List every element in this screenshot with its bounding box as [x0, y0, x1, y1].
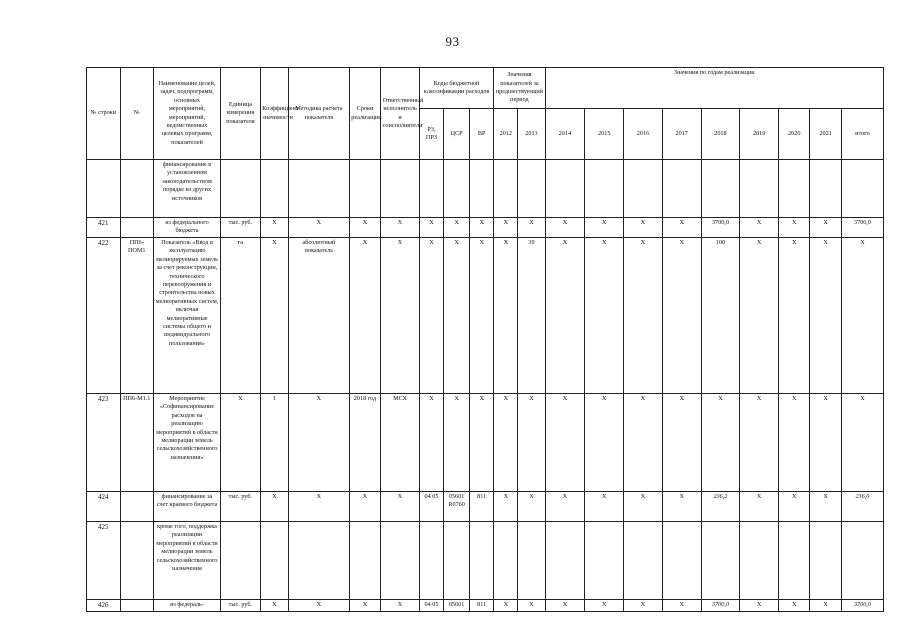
row-vr [470, 160, 494, 218]
row-coef: X [260, 218, 288, 238]
header-years: Значения по годам реализации [545, 68, 883, 109]
row-coef [260, 160, 288, 218]
row-y2014: X [545, 238, 585, 394]
row-csr [443, 160, 469, 218]
row-y2020: X [779, 600, 810, 612]
row-csr: 05601 R0760 [443, 492, 469, 522]
row-number: 424 [87, 492, 121, 522]
row-y2016 [624, 522, 663, 600]
row-name: финансирование в установленном законодательством порядке из других источников [154, 160, 221, 218]
row-total: 3700,0 [841, 600, 883, 612]
row-rz: X [419, 238, 443, 394]
row-method: X [289, 492, 350, 522]
row-number: 425 [87, 522, 121, 600]
row-y2013: X [518, 492, 545, 522]
row-y2018 [701, 522, 740, 600]
row-y2021: X [810, 600, 841, 612]
row-y2021: X [810, 218, 841, 238]
row-y2015: X [585, 600, 624, 612]
row-method: абсолютный показатель [289, 238, 350, 394]
row-rz: 04 05 [419, 492, 443, 522]
header-year-2015: 2015 [585, 109, 624, 160]
row-y2016: X [624, 394, 663, 492]
row-y2019 [740, 160, 779, 218]
row-name: из федерального бюджета [154, 218, 221, 238]
row-total [841, 160, 883, 218]
header-year-2017: 2017 [662, 109, 701, 160]
row-unit [221, 522, 261, 600]
row-csr: X [443, 218, 469, 238]
row-y2020: X [779, 218, 810, 238]
row-unit: тыс. руб. [221, 492, 261, 522]
header-number: № [120, 68, 154, 160]
row-unit: га [221, 238, 261, 394]
header-vr: ВР [470, 109, 494, 160]
header-row-number: № строки [87, 68, 121, 160]
row-terms: X [349, 238, 380, 394]
row-rz [419, 522, 443, 600]
table-row [87, 394, 884, 492]
row-y2016 [624, 160, 663, 218]
row-unit: X [221, 394, 261, 492]
header-coefficient: Коэффициент значимости [260, 68, 288, 160]
row-y2014: X [545, 218, 585, 238]
row-csr [443, 522, 469, 600]
row-terms: X [349, 492, 380, 522]
header-year-2012: 2012 [494, 109, 518, 160]
header-previous-period: Значения показателей за предшествующий период [494, 68, 545, 109]
row-total: 236,0 [841, 492, 883, 522]
header-rz: РЗ, ПРЗ [419, 109, 443, 160]
header-year-2019: 2019 [740, 109, 779, 160]
row-y2015: X [585, 394, 624, 492]
row-rz: X [419, 394, 443, 492]
row-name: финансирование за счет краевого бюджета [154, 492, 221, 522]
header-year-2018: 2018 [701, 109, 740, 160]
row-vr: 811 [470, 492, 494, 522]
row-y2021 [810, 522, 841, 600]
table-row [87, 238, 884, 394]
row-y2021: X [810, 238, 841, 394]
row-method: X [289, 218, 350, 238]
row-resp: МСХ [381, 394, 420, 492]
header-year-2016: 2016 [624, 109, 663, 160]
row-terms: X [349, 600, 380, 612]
header-year-2014: 2014 [545, 109, 585, 160]
row-number: 423 [87, 394, 121, 492]
row-y2017 [662, 160, 701, 218]
row-y2021: X [810, 394, 841, 492]
row-method [289, 522, 350, 600]
row-y2015 [585, 160, 624, 218]
header-name: Наименование целей, задач, подпрограмм, основных мероприятий, мероприятий, ведомственных целевых программ, показателей [154, 68, 221, 160]
row-resp [381, 160, 420, 218]
row-method [289, 160, 350, 218]
row-coef: X [260, 492, 288, 522]
table-row [87, 160, 884, 218]
row-total: X [841, 394, 883, 492]
header-total: итого [841, 109, 883, 160]
row-y2017: X [662, 218, 701, 238]
header-year-2021: 2021 [810, 109, 841, 160]
row-y2012: X [494, 394, 518, 492]
row-code: ПП6-М1.1 [120, 394, 154, 492]
row-resp: X [381, 600, 420, 612]
row-y2018: 100 [701, 238, 740, 394]
row-y2015: X [585, 492, 624, 522]
row-y2018: X [701, 394, 740, 492]
row-csr: X [443, 238, 469, 394]
row-resp [381, 522, 420, 600]
row-rz: X [419, 218, 443, 238]
row-method: X [289, 600, 350, 612]
row-code [120, 600, 154, 612]
row-total [841, 522, 883, 600]
row-y2014: X [545, 600, 585, 612]
row-y2012 [494, 160, 518, 218]
row-terms [349, 522, 380, 600]
row-code [120, 522, 154, 600]
row-number: 422 [87, 238, 121, 394]
row-coef: X [260, 238, 288, 394]
row-unit: тыс. руб. [221, 600, 261, 612]
row-y2020 [779, 160, 810, 218]
row-unit [221, 160, 261, 218]
row-coef: X [260, 600, 288, 612]
row-y2015: X [585, 238, 624, 394]
row-y2012: X [494, 238, 518, 394]
row-y2012 [494, 522, 518, 600]
row-number [87, 160, 121, 218]
row-csr: X [443, 394, 469, 492]
row-y2019: X [740, 238, 779, 394]
row-csr: 05601 [443, 600, 469, 612]
row-resp: X [381, 238, 420, 394]
row-y2017 [662, 522, 701, 600]
row-total: X [841, 238, 883, 394]
row-total: 3700,0 [841, 218, 883, 238]
row-y2017: X [662, 238, 701, 394]
row-y2020: X [779, 394, 810, 492]
header-responsible: Ответственный исполнитель и соисполнители [381, 68, 420, 160]
header-method: Методика расчета показателя [289, 68, 350, 160]
row-y2021: X [810, 492, 841, 522]
row-vr: X [470, 394, 494, 492]
row-y2012: X [494, 218, 518, 238]
row-vr: 811 [470, 600, 494, 612]
row-y2017: X [662, 600, 701, 612]
row-y2013: X [518, 600, 545, 612]
page-number: 93 [445, 34, 460, 49]
row-y2016: X [624, 238, 663, 394]
row-y2020: X [779, 238, 810, 394]
header-csr: ЦСР [443, 109, 469, 160]
row-y2016: X [624, 218, 663, 238]
indicators-table [86, 67, 884, 612]
row-code [120, 160, 154, 218]
row-y2013 [518, 522, 545, 600]
row-y2014: X [545, 394, 585, 492]
row-y2018 [701, 160, 740, 218]
row-y2020: X [779, 492, 810, 522]
row-number: 421 [87, 218, 121, 238]
row-terms: 2018 год [349, 394, 380, 492]
row-y2014: X [545, 492, 585, 522]
row-y2018: 236,2 [701, 492, 740, 522]
row-y2017: X [662, 492, 701, 522]
row-vr: X [470, 238, 494, 394]
row-method: X [289, 394, 350, 492]
row-rz [419, 160, 443, 218]
header-row-top [87, 68, 884, 109]
row-y2013 [518, 160, 545, 218]
row-y2019: X [740, 600, 779, 612]
row-y2019: X [740, 394, 779, 492]
row-vr [470, 522, 494, 600]
row-number: 426 [87, 600, 121, 612]
row-y2012: X [494, 492, 518, 522]
row-y2014 [545, 522, 585, 600]
row-resp: X [381, 492, 420, 522]
row-name: кроме того, поддержка реализации мероприятий в области мелиорации земель сельскохозяйственного назначения [154, 522, 221, 600]
row-name: Показатель «Ввод в эксплуатацию мелиорируемых земель за счет реконструкции, технического перевооружения и строительства новых мелиоративных систем, включая мелиоративные системы общего и индивидуального пользования» [154, 238, 221, 394]
row-coef: 1 [260, 394, 288, 492]
row-y2021 [810, 160, 841, 218]
row-y2017: X [662, 394, 701, 492]
table-row [87, 600, 884, 612]
row-y2013: X [518, 394, 545, 492]
row-y2015: X [585, 218, 624, 238]
row-y2019: X [740, 218, 779, 238]
row-name: из федераль- [154, 600, 221, 612]
row-y2019: X [740, 492, 779, 522]
header-terms: Сроки реализации [349, 68, 380, 160]
header-year-2020: 2020 [779, 109, 810, 160]
row-y2018: 3700,0 [701, 600, 740, 612]
row-unit: тыс. руб. [221, 218, 261, 238]
row-name: Мероприятие «Софинансирование расходов на реализацию мероприятий в области мелиорации земель сельскохозяйственного назначения» [154, 394, 221, 492]
row-code [120, 492, 154, 522]
row-resp: X [381, 218, 420, 238]
row-terms: X [349, 218, 380, 238]
row-y2018: 3700,0 [701, 218, 740, 238]
row-y2019 [740, 522, 779, 600]
row-code: ПП6-ПОМ1 [120, 238, 154, 394]
row-y2013: X [518, 218, 545, 238]
row-y2015 [585, 522, 624, 600]
row-y2012: X [494, 600, 518, 612]
row-terms [349, 160, 380, 218]
row-y2013: 39 [518, 238, 545, 394]
row-coef [260, 522, 288, 600]
row-y2020 [779, 522, 810, 600]
header-unit: Единица измерения показателя [221, 68, 261, 160]
row-code [120, 218, 154, 238]
row-y2016: X [624, 492, 663, 522]
row-vr: X [470, 218, 494, 238]
table-row [87, 218, 884, 238]
header-year-2013: 2013 [518, 109, 545, 160]
table-row [87, 492, 884, 522]
row-y2014 [545, 160, 585, 218]
header-budget-codes: Коды бюджетной классификации расходов [419, 68, 493, 109]
row-rz: 04 05 [419, 600, 443, 612]
table-row [87, 522, 884, 600]
row-y2016: X [624, 600, 663, 612]
